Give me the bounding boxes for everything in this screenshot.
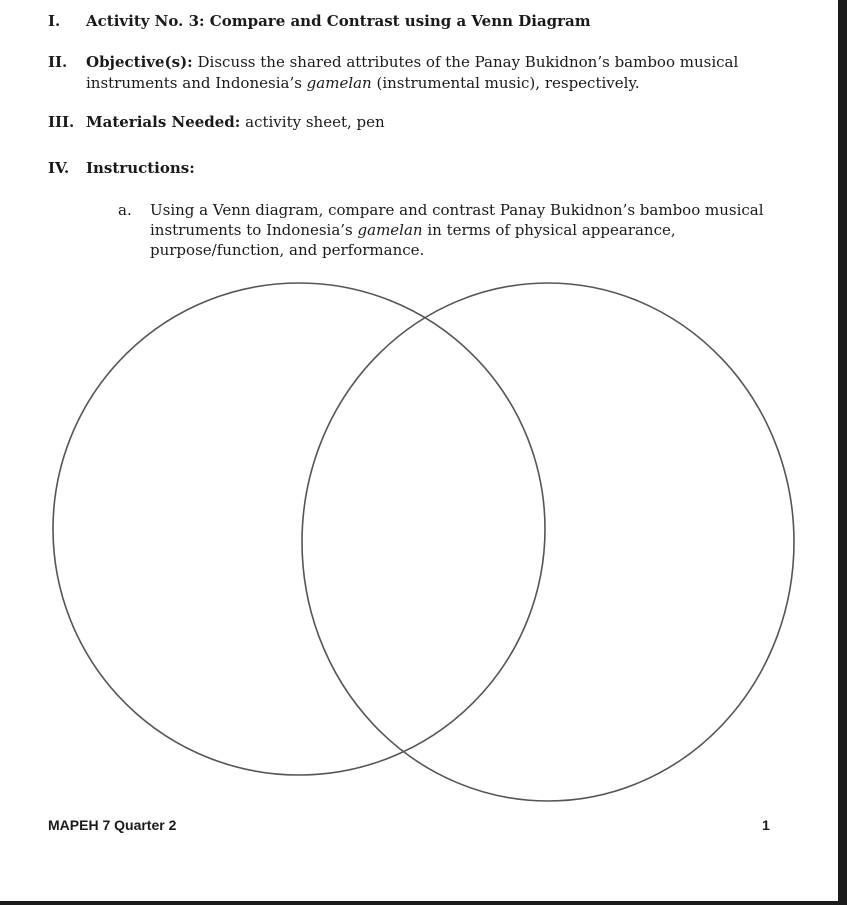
instruction-a-gamelan: gamelan xyxy=(357,221,423,239)
section-number-2: II. xyxy=(48,53,68,71)
instruction-a-line2-after: in terms of physical appearance, xyxy=(422,221,676,239)
instruction-a-line2-before: instruments to Indonesia’s xyxy=(150,221,358,239)
section-number-4: IV. xyxy=(48,159,70,177)
instruction-a-text-3: purpose/function, and performance. xyxy=(150,241,425,259)
footer-page-number: 1 xyxy=(762,817,770,833)
section-number-1: I. xyxy=(48,12,61,30)
instructions-label: Instructions: xyxy=(86,159,195,177)
objective-line2-before: instruments and Indonesia’s xyxy=(86,74,307,92)
objective-line2-after: (instrumental music), respectively. xyxy=(371,74,640,92)
footer-course-label: MAPEH 7 Quarter 2 xyxy=(48,817,177,833)
materials-list: activity sheet, pen xyxy=(245,113,385,131)
instruction-a-text-1: Using a Venn diagram, compare and contrast Panay Bukidnon’s bamboo musical xyxy=(150,201,764,219)
materials-label: Materials Needed: xyxy=(86,113,241,131)
section-number-3: III. xyxy=(48,113,75,131)
venn-left-circle[interactable] xyxy=(53,283,545,775)
scan-border-right xyxy=(838,0,847,905)
objective-gamelan: gamelan xyxy=(306,74,372,92)
instruction-marker-a: a. xyxy=(118,201,132,219)
venn-right-circle[interactable] xyxy=(302,283,794,801)
scan-border-bottom xyxy=(0,901,847,905)
objective-line1: Discuss the shared attributes of the Panay Bukidnon’s bamboo musical xyxy=(197,53,739,71)
activity-title: Activity No. 3: Compare and Contrast using a Venn Diagram xyxy=(86,12,591,30)
objective-label: Objective(s): xyxy=(86,53,193,71)
